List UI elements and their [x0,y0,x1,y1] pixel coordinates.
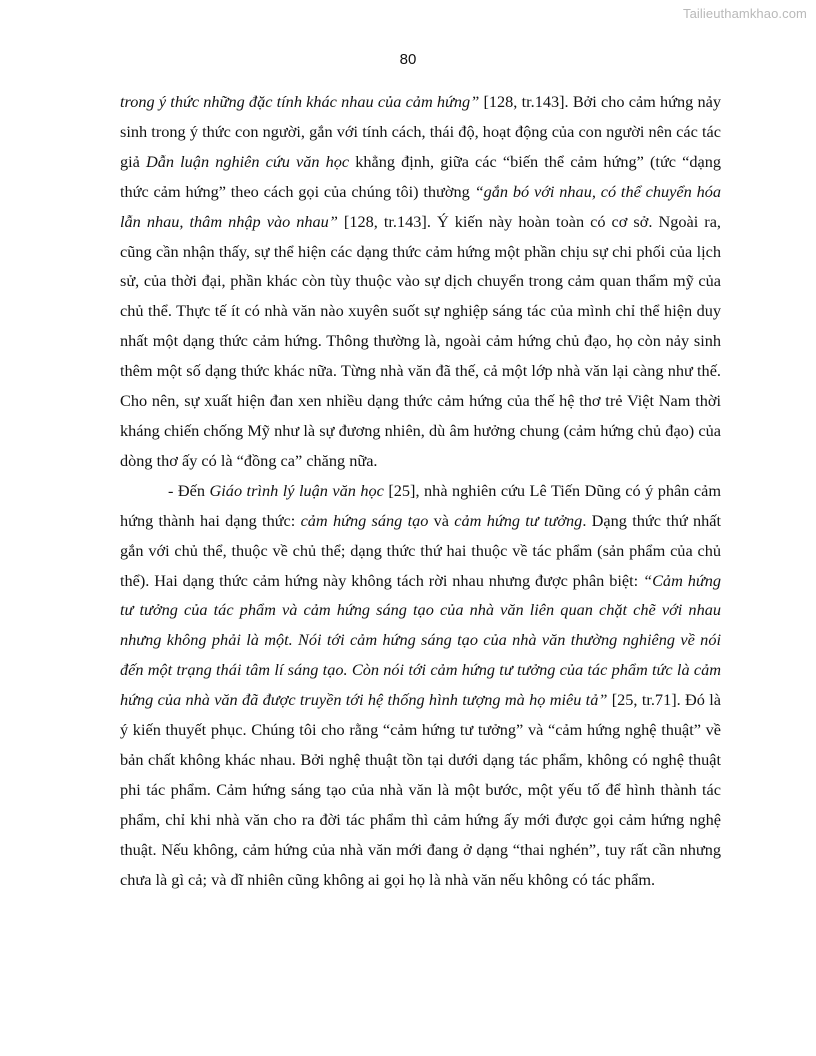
text-run: [25, tr.71]. Đó là ý kiến thuyết phục. Chúng tôi cho rằng “cảm hứng tư tưởng” và “cảm hứng nghệ thuật” về bản chất không khác nhau. Bởi nghệ thuật tồn tại dưới dạng tác phẩm, không có nghệ thuật phi tác phẩm. Cảm hứng sáng tạo của nhà văn là một bước, một yếu tố để hình thành tác phẩm, chỉ khi nhà văn cho ra đời tác phẩm thì cảm hứng ấy mới được gọi cảm hứng nghệ thuật. Nếu không, cảm hứng của nhà văn mới đang ở dạng “thai nghén”, tuy rất cần nhưng chưa là gì cả; và dĩ nhiên cũng không ai gọi họ là nhà văn nếu không có tác phẩm. [120,690,721,889]
text-run: - Đến [168,480,210,500]
italic-run: “gắn bó với nhau, có thể chuyển hóa lẫn nhau, thâm nhập vào nhau” [120,181,721,231]
italic-run: trong ý thức những đặc tính khác nhau của cảm hứng” [120,92,480,111]
text-run: khẳng định, giữa các “biến thể cảm hứng” (tức “dạng thức cảm hứng” theo cách gọi của chúng tôi) thường [120,151,721,201]
text-run: [128, tr.143]. Ý kiến này hoàn toàn có cơ sở. Ngoài ra, cũng cần nhận thấy, sự thể hiện các dạng thức cảm hứng một phần chịu sự chi phối của lịch sử, của thời đại, phần khác còn tùy thuộc vào sự dịch chuyển trong cảm quan thẩm mỹ của chủ thể. Thực tế ít có nhà văn nào xuyên suốt sự nghiệp sáng tác của mình chỉ thể hiện duy nhất một dạng thức cảm hứng. Thông thường là, ngoài cảm hứng chủ đạo, họ còn nảy sinh thêm một số dạng thức khác nữa. Từng nhà văn đã thế, cả một lớp nhà văn lại càng như thế. Cho nên, sự xuất hiện đan xen nhiều dạng thức cảm hứng của thế hệ thơ trẻ Việt Nam thời kháng chiến chống Mỹ như là sự đương nhiên, dù âm hưởng chung (cảm hứng chủ đạo) của dòng thơ ấy có là “đồng ca” chăng nữa. [120,211,721,470]
text-run: [128, tr.143]. Bởi cho cảm hứng nảy sinh trong ý thức con người, gắn với tính cách, thái độ, hoạt động của con người nên các tác giả [120,92,721,171]
italic-run: Giáo trình lý luận văn học [209,480,384,500]
italic-run: cảm hứng tư tưởng [454,510,583,530]
text-run: . Dạng thức thứ nhất gắn với chủ thể, thuộc về chủ thể; dạng thức thứ hai thuộc về tác phẩm (sản phẩm của chủ thể). Hai dạng thức cảm hứng này không tách rời nhau nhưng được phân biệt: [120,510,721,590]
text-run: và [428,510,455,530]
page-number: 80 [399,51,417,68]
italic-run: Dẫn luận nghiên cứu văn học [146,151,350,171]
watermark: Tailieuthamkhao.com [682,6,807,21]
text-run: [25], nhà nghiên cứu Lê Tiến Dũng có ý phân cảm hứng thành hai dạng thức: [120,480,721,530]
italic-run: cảm hứng sáng tạo [300,510,429,530]
paragraph [120,476,721,895]
body-text [120,87,721,894]
italic-run: “Cảm hứng tư tưởng của tác phẩm và cảm hứng sáng tạo của nhà văn liên quan chặt chẽ với nhau nhưng không phải là một. Nói tới cảm hứng sáng tạo của nhà văn thường nghiêng về nói đến một trạng thái tâm lí sáng tạo. Còn nói tới cảm hứng tư tưởng của tác phẩm tức là cảm hứng của nhà văn đã được truyền tới hệ thống hình tượng mà họ miêu tả” [120,570,722,710]
paragraph [120,87,721,476]
